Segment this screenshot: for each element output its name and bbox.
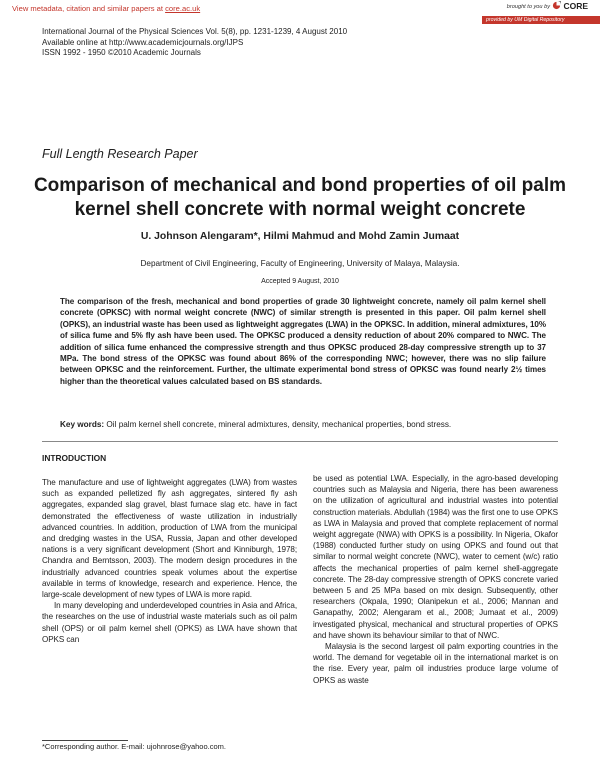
section-divider — [42, 441, 558, 442]
authors: U. Johnson Alengaram*, Hilmi Mahmud and Mohd Zamin Jumaat — [140, 231, 460, 242]
core-metadata-link[interactable] — [12, 4, 200, 13]
core-link-domain: core.ac.uk — [165, 4, 201, 13]
keywords — [60, 420, 546, 429]
corresponding-author-footnote: *Corresponding author. E-mail: ujohnrose@yahoo.com. — [42, 742, 226, 751]
intro-paragraph-1: The manufacture and use of lightweight aggregates (LWA) from wastes such as expanded pelletized fly ash aggregates, sintered fly ash aggregates, expanded slag gravel, blast furnace slag etc. have in fact demonstrated the effectiveness of waste utilization in industrially advanced countries. In addition, production of LWA from the municipal and dredging wastes in the USA, Russia, Japan and other developed nations is a very significant development (Short and Kinniburgh, 1978; Chandra and Berntsson, 2003). The modern design procedures in the industrially advanced countries speak volumes about the expertise available in terms of knowledge, research and experience. Hence, the large-scale development of new types of LWA is more rapid. — [42, 478, 297, 600]
affiliation: Department of Civil Engineering, Faculty of Engineering, University of Malaya, Malaysia. — [140, 259, 460, 268]
brought-by-text: brought to you by — [506, 4, 550, 10]
accepted-date: Accepted 9 August, 2010 — [261, 278, 339, 285]
keywords-label: Key words: — [60, 420, 105, 429]
journal-issn: ISSN 1992 - 1950 ©2010 Academic Journals — [42, 48, 201, 58]
core-logo-icon — [552, 1, 561, 10]
intro-paragraph-4: Malaysia is the second largest oil palm exporting countries in the world. The demand for vegetable oil in the international market is on the rise. Every year, palm oil industries produce large volume of OPKS as waste — [313, 642, 558, 685]
paper-title: Comparison of mechanical and bond properties of oil palm kernel shell concrete with normal weight concrete — [33, 175, 567, 220]
left-column — [42, 477, 297, 645]
right-column — [313, 473, 558, 686]
abstract: The comparison of the fresh, mechanical and bond properties of grade 30 lightweight concrete, namely oil palm kernel shell concrete (OPKSC) with normal weight concrete (NWC) of similar strength is presented in this paper. Oil palm kernel shell (OPKS), an industrial waste has been used as lightweight aggregates (LWA) in the OPKSC. In addition, mineral admixtures, 10% of silica fume and 5% fly ash have been used. The OPKSC produced a density reduction of about 20% compared to NWC. The addition of silica fume enhanced the compressive strength and thus OPKSC produced 28-day compressive strength up to 37 MPa. The bond stress of the OPKSC was found about 86% of the corresponding NWC; however, there was no slip failure between OPKSC and the reinforcement. Further, the ultimate experimental bond stress of OPKSC was found nearly 2½ times higher than the theoretical values calculated based on BS standards. — [60, 297, 546, 386]
core-banner — [0, 0, 600, 28]
journal-info — [42, 27, 347, 59]
intro-paragraph-3: be used as potential LWA. Especially, in the agro-based developing countries such as Malaysia and Nigeria, there has been awareness on the utilization of agricultural and industrial wastes into potential construction materials. Abdullah (1984) was the first one to use OPKS as LWA in Malaysia and proved that complete replacement of normal weight aggregate (NWA) with OPKS is a possibility. In Nigeria, Okafor (1988) conducted further study on using OPKS and found out that similar to normal weight concrete (NWC), water to cement (w/c) ratio affects the mechanical properties of palm kernel shell-aggregate concrete. The 28-day compressive strength of OPKS concrete varied between 5 and 25 MPa based on mix design. Subsequently, other researchers (Okpala, 1990; Olanipekun et al., 2006; Mannan and Ganapathy, 2002; Alengaram et al., 2008; Jumaat et al., 2009) investigated physical, mechanical and structural properties of OPKS and have shown its behaviour similar to that of NWC. — [313, 474, 558, 640]
introduction-heading: INTRODUCTION — [42, 453, 107, 463]
keywords-text: Oil palm kernel shell concrete, mineral admixtures, density, mechanical properties, bond stress. — [106, 420, 452, 429]
core-logo-text: CORE — [563, 1, 588, 11]
core-link-prefix: View metadata, citation and similar papers at — [12, 4, 166, 13]
provided-by-bar[interactable]: provided by UM Digital Repository — [482, 16, 600, 24]
footnote-rule — [42, 740, 128, 741]
intro-paragraph-2: In many developing and underdeveloped countries in Asia and Africa, the researches on the use of industrial waste materials such as oil palm shell (OPS) or oil palm kernel shell (OPKS) as LWA have shown that OPKS can — [42, 601, 297, 644]
journal-citation: International Journal of the Physical Sciences Vol. 5(8), pp. 1231-1239, 4 August 2010 — [42, 27, 348, 36]
core-logo[interactable] — [552, 1, 588, 11]
paper-type: Full Length Research Paper — [42, 147, 198, 161]
journal-online-url: Available online at http://www.academicjournals.org/IJPS — [42, 37, 244, 47]
